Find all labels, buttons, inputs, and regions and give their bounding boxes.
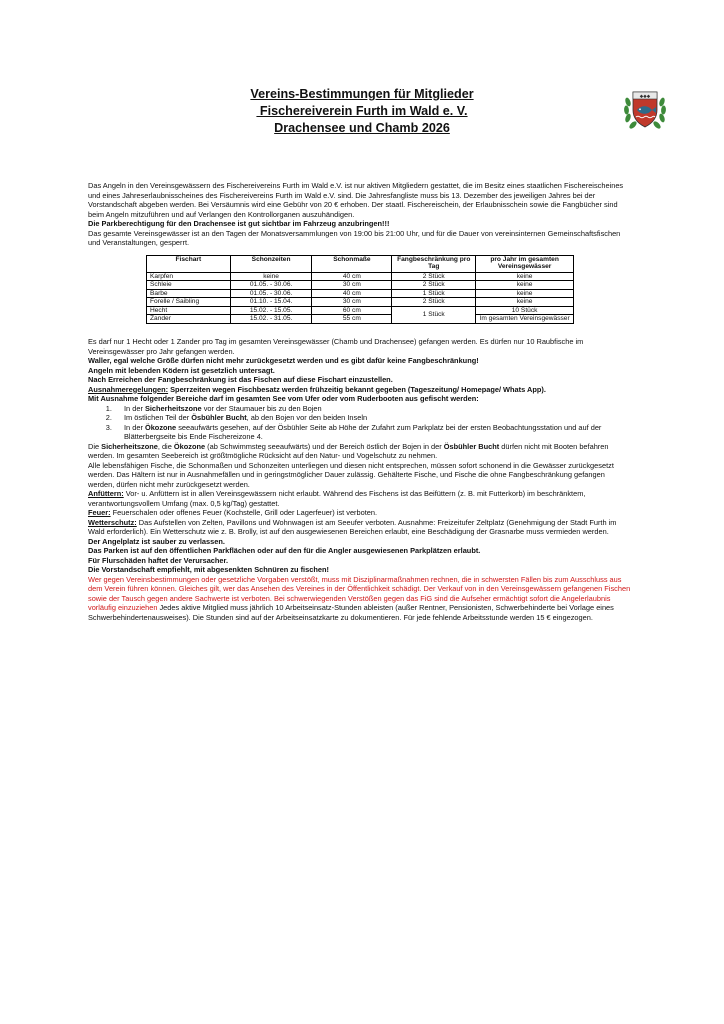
table-cell: Im gesamten Vereinsgewässer (476, 315, 574, 324)
document-title (160, 86, 564, 137)
table-row (147, 298, 574, 307)
table-header-row (147, 255, 574, 272)
feeding-label: Anfüttern: (88, 489, 124, 499)
area-text: In der (124, 422, 145, 432)
exceptions-text: Sperrzeiten wegen Fischbesatz werden frühzeitig bekannt gegeben (Tageszeitung/ Homepage/ Whats App). (168, 384, 546, 394)
title-line-1: Vereins-Bestimmungen für Mitglieder (250, 87, 474, 101)
table-row (147, 289, 574, 298)
area-name: Ösbühler Bucht (191, 413, 247, 423)
table-row (147, 315, 574, 324)
table-cell: 15.02. - 15.05. (230, 306, 312, 315)
table-cell: Hecht (147, 306, 231, 315)
table-cell: 1 Stück (392, 289, 476, 298)
table-cell: Zander (147, 315, 231, 324)
exceptions-label: Ausnahmeregelungen: (88, 384, 169, 394)
rule-weather-shelter (88, 518, 633, 537)
table-cell: 01.05. - 30.06. (230, 281, 312, 290)
weather-text: Das Aufstellen von Zelten, Pavillons und Wohnwagen ist am Seeufer verboten. Ausnahme: Freizeitufer Zeltplatz (Genehmigung der Stadt Furth im Wald erforderlich). Ein Wetterschutz wie z. B. Brolly, ist auf den ausgewiesenen Bereichen erlaubt, eine Beschädigung der Grasnarbe muss vermieden werden. (88, 517, 617, 537)
club-crest-icon (621, 86, 669, 134)
table-cell: 30 cm (312, 281, 392, 290)
feeding-text: Vor- u. Anfüttern ist in allen Vereinsgewässern nicht erlaubt. Während des Fischens ist das Beifüttern (z. B. mit Futterkorb) im beschränktem, verantwortungsvollem Umfang (max. 0,5 kg/Tag) gestattet. (88, 489, 586, 508)
intro-paragraph: Das Angeln in den Vereinsgewässern des Fischereivereins Furth im Wald e.V. ist nur aktiven Mitgliedern gestattet, die im Besitz eines staatlichen Fischereischeines und eines Jahreserlaubnisscheines des Fischereivereins Furth im Wald e.V. sind. Die Jahresfangliste muss bis 13. Dezember des jeweiligen Jahres bei der Vorstandschaft abgeben werden. Bei Versäumnis wird eine Gebühr von 20 € erhoben. Der staatl. Fischereischein, der Erlaubnisschein sowie die Fangbücher sind beim Angeln mitzuführen und auf Verlangen den Kontrollorganen auszuhändigen. (88, 181, 624, 219)
table-cell: Barbe (147, 289, 231, 298)
area-text: seeaufwärts gesehen, auf der Ösbühler Seite ab Höhe der Zufahrt zum Parkplatz bei der ersten Beobachtungsstation und auf der Blätterbergseite bis Ende Fischereizone 4. (124, 422, 602, 442)
table-cell: keine (230, 272, 312, 281)
table-cell: keine (476, 298, 574, 307)
zones-text: dürfen nicht mit Booten befahren werden. Im gesamten Seebereich ist größtmögliche Rücksicht auf den Natur- und Vogelschutz zu nehmen. (88, 441, 609, 461)
svg-text:◆◆◆: ◆◆◆ (639, 93, 651, 99)
title-line-3: Drachensee und Chamb 2026 (274, 121, 450, 135)
fire-label: Feuer: (88, 508, 111, 518)
table-cell: 30 cm (312, 298, 392, 307)
table-cell: 10 Stück (476, 306, 574, 315)
zone-name: Ökozone (173, 441, 206, 451)
table-cell: 2 Stück (392, 281, 476, 290)
table-cell: Schleie (147, 281, 231, 290)
zones-text: Die (88, 441, 102, 451)
list-item (114, 423, 633, 442)
table-cell-merged-catch: 1 Stück (392, 306, 476, 323)
list-item (114, 404, 633, 414)
table-cell: keine (476, 289, 574, 298)
zone-name: Ösbühler Bucht (443, 441, 500, 451)
header-schonmasse: Schonmaße (312, 255, 392, 272)
title-line-2: Fischereiverein Furth im Wald e. V. (256, 104, 468, 118)
list-item (114, 413, 633, 423)
table-cell: keine (476, 272, 574, 281)
zones-text: , die (157, 441, 174, 451)
header-fangbeschraenkung: Fangbeschränkung pro Tag (392, 255, 476, 272)
table-cell: 40 cm (312, 289, 392, 298)
rule-parking: Das Parken ist auf den öffentlichen Parkflächen oder auf den für die Angler ausgewiesenen Parkplätzen erlaubt. (88, 546, 481, 556)
rule-fire (88, 508, 633, 518)
rule-live-bait: Angeln mit lebenden Ködern ist gesetzlich untersagt. (88, 365, 275, 375)
closure-notice: Das gesamte Vereinsgewässer ist an den Tagen der Monatsversammlungen von 19:00 bis 21:00 Uhr, und für die Dauer von vereinsinternen Gemeinschaftsfischen und Veranstaltungen, gesperrt. (88, 228, 621, 247)
parking-permit-notice: Die Parkberechtigung für den Drachensee ist gut sichtbar im Fahrzeug anzubringen!!! (88, 219, 390, 228)
table-cell: 40 cm (312, 272, 392, 281)
area-text: , ab den Bojen vor den beiden Inseln (246, 413, 368, 423)
table-cell: 2 Stück (392, 272, 476, 281)
sanctions-text: Wer gegen Vereinsbestimmungen oder gesetzliche Vorgaben verstößt, muss mit Disziplinarmaßnahmen rechnen, die in schwersten Fällen bis zum Ausschluss aus dem Verein führen können. Gleiches gilt, wer das Ansehen des Vereines in der Öffentlichkeit schädigt. Der Verkauf von in den Vereinsgewässern gefangenen Fischen sowie der Tausch gegen andere Sachwerte ist verboten. Bei schwerwiegenden Verstößen gegen das FiG sind die Aufseher ermächtigt sofort die Angelerlaubnis vorläufig einzuziehen (88, 574, 631, 613)
table-cell: Karpfen (147, 272, 231, 281)
weather-label: Wetterschutz: (88, 517, 137, 527)
table-cell: 60 cm (312, 306, 392, 315)
area-name: Ökozone (144, 422, 177, 432)
area-text: Im östlichen Teil der (124, 413, 192, 423)
rule-fishing-areas: Mit Ausnahme folgender Bereiche darf im gesamten See vom Ufer oder vom Ruderbooten aus gefischt werden: (88, 394, 479, 404)
table-row (147, 306, 574, 315)
table-cell: 01.05. - 30.06. (230, 289, 312, 298)
table-cell: 15.02. - 31.05. (230, 315, 312, 324)
table-cell: 2 Stück (392, 298, 476, 307)
area-name: Sicherheitszone (144, 403, 202, 413)
work-hours-text: Jedes aktive Mitglied muss jährlich 10 Arbeitseinsatz-Stunden ableisten (außer Rentner, Pensionisten, Schwerbehinderte bei Vorlage eines Schwerbehindertenausweises). Die Stunden sind auf der Arbeitseinsatzkarte zu dokumentieren. Für jede fehlende Arbeitsstunde werden 15 € eingezogen. (88, 603, 614, 622)
rule-release: Alle lebensfähigen Fische, die Schonmaßen und Schonzeiten unterliegen und diesen nicht entsprechen, müssen sofort schonend in die Gewässer zurückgesetzt werden. Das Hältern ist nur in Ausnahmefällen und in geringstmöglicher Dauer zulässig. Gehälterte Fische, und Fische die ohne Fangbeschränkung gefangen werden, dürfen nicht mehr zurückgesetzt werden. (88, 460, 614, 489)
document-body (88, 181, 633, 622)
header-pro-jahr: pro Jahr im gesamten Vereinsgewässer (476, 255, 574, 272)
rule-lowered-lines: Die Vorstandschaft empfiehlt, mit abgesenkten Schnüren zu fischen! (88, 565, 329, 575)
table-cell: 01.10. - 15.04. (230, 298, 312, 307)
rule-zones (88, 442, 633, 461)
fish-regulations-table (146, 255, 574, 325)
rule-exceptions (88, 385, 633, 395)
table-cell: Forelle / Saibling (147, 298, 231, 307)
zones-text: (ab Schwimmsteg seeaufwärts) und der Bereich östlich der Bojen in der (205, 441, 444, 451)
header-fischart: Fischart (147, 255, 231, 272)
area-text: In der (124, 403, 145, 413)
rule-limit-reached: Nach Erreichen der Fangbeschränkung ist das Fischen auf diese Fischart einzustellen. (88, 375, 393, 385)
table-row (147, 281, 574, 290)
table-row (147, 272, 574, 281)
rule-feeding (88, 489, 633, 508)
rule-damage: Für Flurschäden haftet der Verursacher. (88, 555, 229, 565)
area-text: vor der Staumauer bis zu den Bojen (201, 403, 322, 413)
rule-catfish: Waller, egal welche Größe dürfen nicht mehr zurückgesetzt werden und es gibt dafür keine Fangbeschränkung! (88, 356, 479, 366)
table-cell: keine (476, 281, 574, 290)
fire-text: Feuerschalen oder offenes Feuer (Kochstelle, Grill oder Lagerfeuer) ist verboten. (110, 508, 378, 518)
zone-name: Sicherheitszone (101, 441, 158, 451)
table-cell: 55 cm (312, 315, 392, 324)
rule-sanctions (88, 575, 633, 623)
rule-clean-spot: Der Angelplatz ist sauber zu verlassen. (88, 536, 225, 546)
restricted-areas-list (88, 404, 633, 442)
header-schonzeiten: Schonzeiten (230, 255, 312, 272)
rule-predator-limit: Es darf nur 1 Hecht oder 1 Zander pro Tag im gesamten Vereinsgewässer (Chamb und Drachensee) gefangen werden. Es dürfen nur 10 Raubfische im Vereinsgewässer pro Jahr gefangen werden. (88, 337, 584, 356)
